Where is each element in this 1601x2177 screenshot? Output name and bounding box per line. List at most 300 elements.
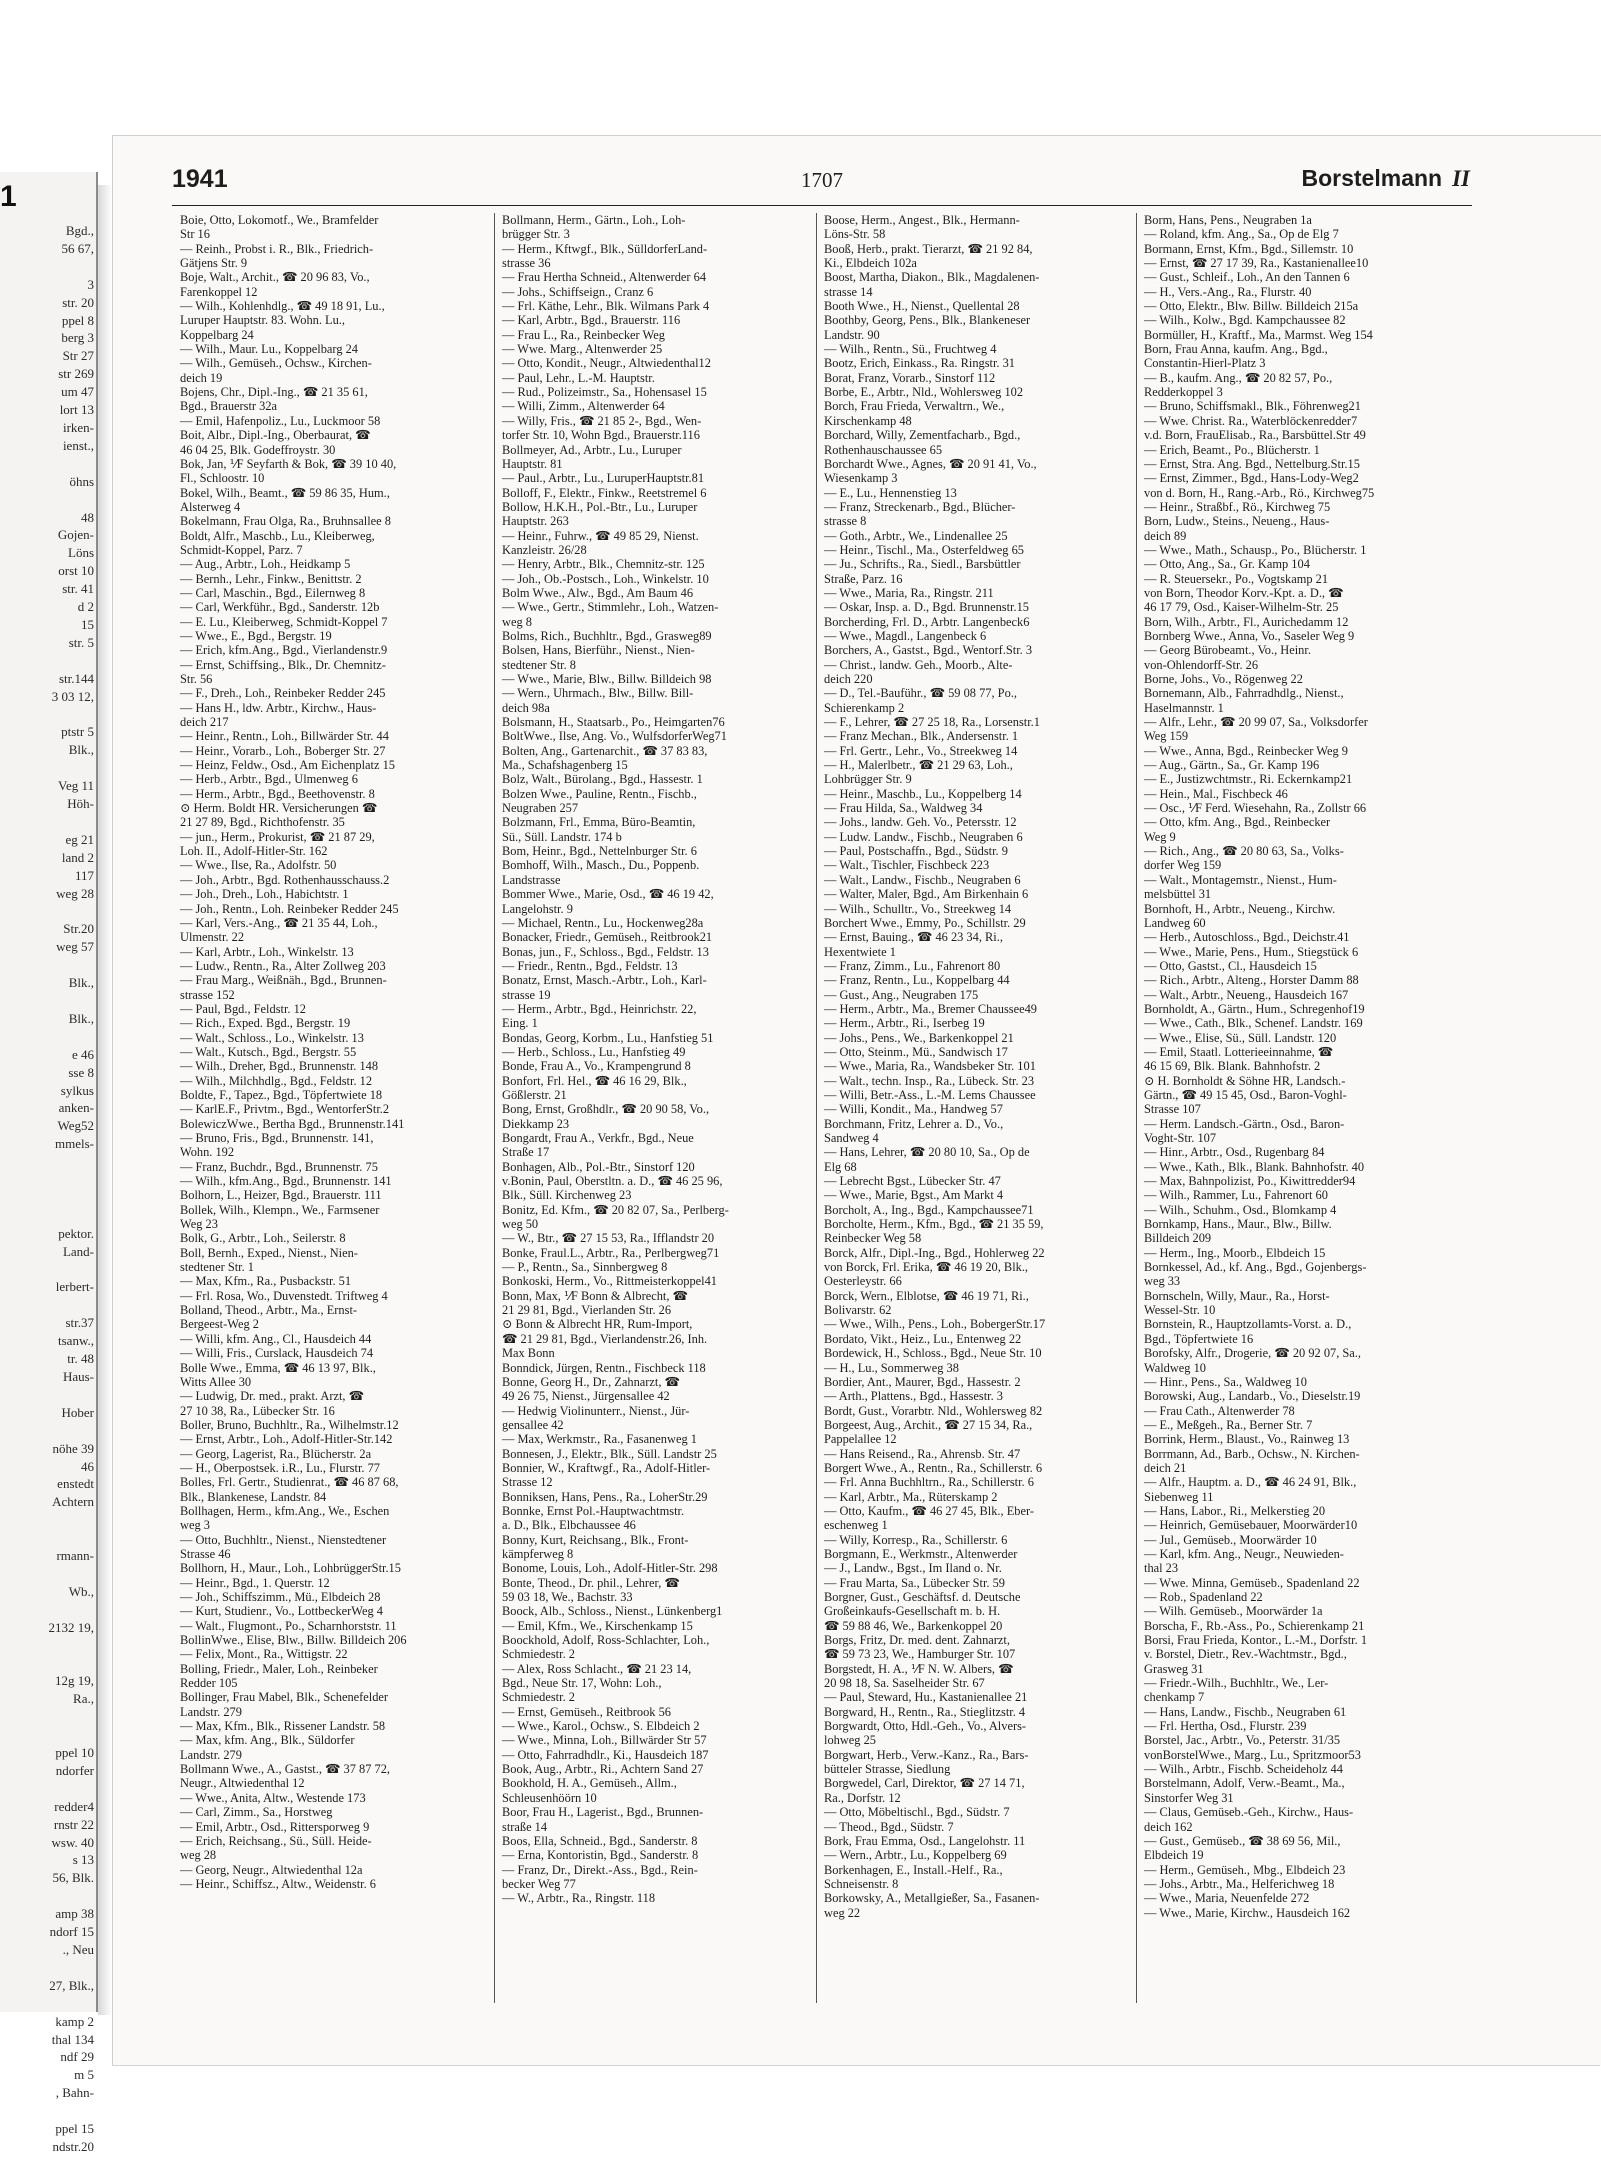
directory-entry-line: — Ernst, Arbtr., Loh., Adolf-Hitler-Str.142	[180, 1432, 393, 1447]
directory-entry-line: — H., Oberpostsek. i.R., Lu., Flurstr. 77	[180, 1460, 380, 1475]
directory-entry-line: Bolloff, F., Elektr., Finkw., Reetstremel 6	[502, 485, 707, 500]
directory-entry-line: — E., Justizwchtmstr., Ri. Eckernkamp21	[1144, 772, 1353, 787]
directory-entry-line: Kirschenkamp 48	[824, 413, 912, 428]
directory-entry-line: — Ernst, Schiffsing., Blk., Dr. Chemnitz-	[180, 657, 386, 672]
directory-entry-line: — Heinr., Fuhrw., ☎ 49 85 29, Nienst.	[502, 528, 699, 543]
previous-page-line: Weg52	[57, 1118, 94, 1134]
directory-entry-line: Weg 23	[180, 1217, 218, 1232]
directory-entry-line: Borsi, Frau Frieda, Kontor., L.-M., Dorfstr. 1	[1144, 1633, 1368, 1648]
directory-entry-line: — H., Malerlbetr., ☎ 21 29 63, Loh.,	[824, 758, 1013, 773]
directory-entry-line: — Felix, Mont., Ra., Wittigstr. 22	[180, 1647, 348, 1662]
directory-entry-line: — Joh., Ob.-Postsch., Loh., Winkelstr. 10	[502, 571, 709, 586]
directory-entry-line: — Wilh., Kohlenhdlg., ☎ 49 18 91, Lu.,	[180, 299, 385, 314]
previous-page-line: Blk.,	[68, 742, 94, 758]
previous-page-line: str 269	[58, 366, 94, 382]
directory-entry-line: — Wern., Arbtr., Lu., Koppelberg 69	[824, 1848, 1007, 1863]
directory-entry-line: — Alex, Ross Schlacht., ☎ 21 23 14,	[502, 1661, 692, 1676]
directory-entry-line: Bollmann Wwe., A., Gastst., ☎ 37 87 72,	[180, 1762, 391, 1777]
directory-entry-line: Bokelmann, Frau Olga, Ra., Bruhnsallee 8	[180, 514, 391, 529]
directory-entry-line: — Herm., Arbtr., Bgd., Beethovenstr. 8	[180, 786, 375, 801]
previous-page-line: 27, Blk.,	[49, 1977, 94, 1993]
directory-entry-line: — Hans, Landw., Fischb., Neugraben 61	[1144, 1704, 1347, 1719]
directory-entry-line: Blk., Süll. Kirchenweg 23	[502, 1188, 632, 1203]
directory-entry-line: — Walt., Schloss., Lo., Winkelstr. 13	[180, 1030, 364, 1045]
directory-entry-line: deich 98a	[502, 700, 550, 715]
directory-entry-line: — W., Btr., ☎ 27 15 53, Ra., Ifflandstr 20	[502, 1231, 715, 1246]
directory-entry-line: — Franz, Rentn., Lu., Koppelbarg 44	[824, 973, 1010, 988]
directory-entry-line: Landstrasse	[502, 872, 561, 887]
previous-page-line: Bgd.,	[65, 223, 94, 238]
directory-entry-line: — Walt., Montagemstr., Nienst., Hum-	[1144, 872, 1337, 887]
directory-page	[172, 165, 1472, 2015]
directory-entry-line: — Frau Hertha Schneid., Altenwerder 64	[502, 270, 707, 285]
directory-entry-line: Bookhold, H. A., Gemüseh., Allm.,	[502, 1776, 677, 1791]
directory-entry-line: Gößlerstr. 21	[502, 1087, 567, 1102]
directory-entry-line: — Wwe., Magdl., Langenbeck 6	[824, 628, 987, 643]
previous-page-line: Höh-	[67, 796, 94, 811]
previous-page-line	[0, 1655, 94, 1673]
directory-entry-line: Borrink, Herm., Blaust., Vo., Rainweg 13	[1144, 1432, 1350, 1447]
directory-entry-line: Löns-Str. 58	[824, 227, 886, 242]
directory-entry-line: Borchard, Willy, Zementfacharb., Bgd.,	[824, 428, 1021, 443]
directory-entry-line: — Goth., Arbtr., We., Lindenallee 25	[824, 528, 1008, 543]
directory-entry-line: — Aug., Arbtr., Loh., Heidkamp 5	[180, 557, 351, 572]
directory-entry-line: — KarlE.F., Privtm., Bgd., WentorferStr.2	[180, 1102, 390, 1117]
directory-entry-line: Grasweg 31	[1144, 1661, 1204, 1676]
directory-entry-line: — Frau Marta, Sa., Lübecker Str. 59	[824, 1575, 1006, 1590]
previous-page-line: ndf 29	[60, 2049, 94, 2065]
directory-entry-line: Boockhold, Adolf, Ross-Schlachter, Loh.,	[502, 1633, 710, 1648]
directory-entry-line: Bolland, Theod., Arbtr., Ma., Ernst-	[180, 1303, 358, 1318]
directory-entry-line: Borstelmann, Adolf, Verw.-Beamt., Ma.,	[1144, 1776, 1345, 1791]
previous-page-line	[0, 1189, 94, 1207]
previous-page-line	[0, 1028, 94, 1046]
directory-entry-line: straße 14	[502, 1819, 548, 1834]
directory-entry-line: Born, Frau Anna, kaufm. Ang., Bgd.,	[1144, 342, 1328, 357]
directory-entry-line: — Joh., Arbtr., Bgd. Rothenhausschauss.2	[180, 872, 390, 887]
previous-page-line	[0, 813, 94, 831]
directory-entry-line: Bonnier, W., Kraftwgf., Ra., Adolf-Hitler-	[502, 1460, 711, 1475]
directory-entry-line: — Wwe., Maria, Ra., Wandsbeker Str. 101	[824, 1059, 1036, 1074]
previous-page-line	[0, 455, 94, 473]
directory-column-1	[180, 213, 488, 2013]
directory-entry-line: Ulmenstr. 22	[180, 930, 245, 945]
directory-entry-line: Kanzleistr. 26/28	[502, 542, 587, 557]
directory-entry-line: Boost, Martha, Diakon., Blk., Magdalenen-	[824, 270, 1040, 285]
directory-entry-line: — Wilh., Schuhm., Osd., Blomkamp 4	[1144, 1202, 1337, 1217]
directory-entry-line: Borkowsky, A., Metallgießer, Sa., Fasanen-	[824, 1891, 1040, 1906]
directory-entry-line: — Franz, Buchdr., Bgd., Brunnenstr. 75	[180, 1159, 378, 1174]
directory-entry-line: Borowski, Aug., Landarb., Vo., Dieselstr.19	[1144, 1389, 1361, 1404]
directory-entry-line: Bolzen Wwe., Pauline, Rentn., Fischb.,	[502, 786, 697, 801]
directory-entry-line: — Wwe., Ilse, Ra., Adolfstr. 50	[180, 858, 337, 873]
previous-page-line: str. 41	[62, 581, 94, 597]
directory-entry-line: — Max, kfm. Ang., Blk., Süldorfer	[180, 1733, 355, 1748]
directory-entry-line: chenkamp 7	[1144, 1690, 1205, 1705]
previous-page-line: 3 03 12,	[51, 688, 94, 704]
directory-entry-line: Boldt, Alfr., Maschb., Lu., Kleiberweg,	[180, 528, 375, 543]
previous-page-line	[0, 1708, 94, 1726]
previous-page-line: Str 27	[62, 348, 94, 364]
previous-page-line: enstedt	[57, 1476, 94, 1492]
directory-entry-line: Borcherding, Frl. D., Arbtr. Langenbeck6	[824, 614, 1030, 629]
directory-entry-line: — E. Lu., Kleiberweg, Schmidt-Koppel 7	[180, 614, 388, 629]
directory-entry-line: Born, Wilh., Arbtr., Fl., Aurichedamm 12	[1144, 614, 1349, 629]
directory-entry-line: — Joh., Rentn., Loh. Reinbeker Redder 245	[180, 901, 399, 916]
directory-entry-line: Elbdeich 19	[1144, 1848, 1204, 1863]
directory-entry-line: gensallee 42	[502, 1417, 564, 1432]
directory-entry-line: dorfer Weg 159	[1144, 858, 1222, 873]
directory-entry-line: Landstr. 279	[180, 1704, 242, 1719]
previous-page-line	[0, 956, 94, 974]
directory-entry-line: — Wwe., Anita, Altw., Westende 173	[180, 1790, 366, 1805]
directory-entry-line: Bollmeyer, Ad., Arbtr., Lu., Luruper	[502, 442, 682, 457]
directory-entry-line: — Christ., landw. Geh., Moorb., Alte-	[824, 657, 1013, 672]
directory-entry-line: — Lebrecht Bgst., Lübecker Str. 47	[824, 1174, 1001, 1189]
directory-entry-line: 20 98 18, Sa. Saselheider Str. 67	[824, 1676, 985, 1691]
directory-entry-line: — Herm., Kftwgf., Blk., SülldorferLand-	[502, 241, 708, 256]
directory-entry-line: Bonome, Louis, Loh., Adolf-Hitler-Str. 298	[502, 1561, 718, 1576]
directory-entry-line: — Wwe., Marie, Bgst., Am Markt 4	[824, 1188, 1004, 1203]
directory-entry-line: deich 217	[180, 715, 229, 730]
directory-entry-line: — Wilh., kfm.Ang., Bgd., Brunnenstr. 141	[180, 1174, 392, 1189]
directory-entry-line: — Paul, Postschaffn., Bgd., Südstr. 9	[824, 844, 1008, 859]
directory-entry-line: Gärtn., ☎ 49 15 45, Osd., Baron-Voghl-	[1144, 1087, 1347, 1102]
directory-entry-line: Borck, Wern., Elblotse, ☎ 46 19 71, Ri.,	[824, 1288, 1029, 1303]
directory-entry-line: — F., Dreh., Loh., Reinbeker Redder 245	[180, 686, 386, 701]
previous-page-text-fragments	[0, 222, 94, 2156]
directory-entry-line: Boie, Otto, Lokomotf., We., Bramfelder	[180, 213, 379, 227]
directory-entry-line: — Herm., Gemüseh., Mbg., Elbdeich 23	[1144, 1862, 1346, 1877]
directory-entry-line: Luruper Hauptstr. 83. Wohn. Lu.,	[180, 313, 345, 328]
directory-entry-line: Bonne, Georg H., Dr., Zahnarzt, ☎	[502, 1374, 680, 1389]
directory-entry-line: Borchardt Wwe., Agnes, ☎ 20 91 41, Vo.,	[824, 456, 1037, 471]
directory-entry-line: — Erich, Beamt., Po., Blücherstr. 1	[1144, 442, 1320, 457]
directory-entry-line: Sinstorfer Weg 31	[1144, 1790, 1234, 1805]
directory-entry-line: Bommer Wwe., Marie, Osd., ☎ 46 19 42,	[502, 887, 714, 902]
previous-page-line	[0, 1887, 94, 1905]
directory-entry-line: von Born, Theodor Korv.-Kpt. a. D., ☎	[1144, 585, 1344, 600]
directory-entry-line: Booth Wwe., H., Nienst., Quellental 28	[824, 299, 1020, 314]
directory-entry-line: — Frl. Käthe, Lehr., Blk. Wilmans Park 4	[502, 299, 710, 314]
directory-entry-line: — Ludwig, Dr. med., prakt. Arzt, ☎	[180, 1389, 365, 1404]
directory-entry-line: — F., Lehrer, ☎ 27 25 18, Ra., Lorsenstr.1	[824, 715, 1040, 730]
previous-page-line: 12g 19,	[55, 1673, 94, 1689]
previous-page-line	[0, 1995, 94, 2013]
directory-entry-line: thal 23	[1144, 1561, 1179, 1576]
directory-entry-line: Bolsen, Hans, Bierführ., Nienst., Nien-	[502, 643, 695, 658]
directory-entry-line: v.Bonin, Paul, Oberstltn. a. D., ☎ 46 25 96,	[502, 1174, 723, 1189]
directory-entry-line: Boose, Herm., Angest., Blk., Hermann-	[824, 213, 1020, 227]
directory-entry-line: — Otto, Gastst., Cl., Hausdeich 15	[1144, 958, 1317, 973]
directory-entry-line: — Herb., Schloss., Lu., Hanfstieg 49	[502, 1044, 686, 1059]
directory-entry-line: — P., Rentn., Sa., Sinnbergweg 8	[502, 1260, 668, 1275]
directory-entry-line: — Wwe., Maria, Ra., Ringstr. 211	[824, 585, 994, 600]
directory-entry-line: — W., Arbtr., Ra., Ringstr. 118	[502, 1891, 656, 1906]
directory-entry-line: — Oskar, Insp. a. D., Bgd. Brunnenstr.15	[824, 600, 1029, 615]
directory-entry-line: vonBorstelWwe., Marg., Lu., Spritzmoor53	[1144, 1747, 1361, 1762]
directory-entry-line: Borgwart, Herb., Verw.-Kanz., Ra., Bars-	[824, 1747, 1029, 1762]
directory-entry-line: Bormüller, H., Kraftf., Ma., Marmst. Weg 154	[1144, 327, 1373, 342]
previous-page-line: m 5	[74, 2067, 94, 2083]
directory-entry-line: deich 19	[180, 370, 223, 385]
directory-entry-line: Bonitz, Ed. Kfm., ☎ 20 82 07, Sa., Perlberg-	[502, 1202, 729, 1217]
directory-entry-line: Borgward, H., Rentn., Ra., Stieglitzstr. 4	[824, 1704, 1026, 1719]
directory-entry-line: Lohbrügger Str. 9	[824, 772, 912, 787]
previous-page-line: ppel 10	[55, 1745, 94, 1761]
directory-entry-line: Reinbecker Weg 58	[824, 1231, 922, 1246]
directory-entry-line: — Hedwig Violinunterr., Nienst., Jür-	[502, 1403, 690, 1418]
directory-entry-line: Hexentwiete 1	[824, 944, 896, 959]
directory-entry-line: von Borck, Frl. Erika, ☎ 46 19 20, Blk.,	[824, 1260, 1029, 1275]
directory-entry-line: — Emil, Arbtr., Osd., Rittersporweg 9	[180, 1819, 370, 1834]
previous-page-line	[0, 258, 94, 276]
directory-entry-line: — Paul., Arbtr., Lu., LuruperHauptstr.81	[502, 471, 705, 486]
previous-page-line: öhns	[69, 473, 94, 489]
previous-page-line: Blk.,	[68, 975, 94, 991]
previous-page-line	[0, 1153, 94, 1171]
directory-entry-line: Borbe, E., Arbtr., Nld., Wohlersweg 102	[824, 385, 1024, 400]
directory-entry-line: — Walt., Kutsch., Bgd., Bergstr. 55	[180, 1044, 357, 1059]
previous-page-line	[0, 1601, 94, 1619]
directory-entry-line: 46 17 79, Osd., Kaiser-Wilhelm-Str. 25	[1144, 600, 1339, 615]
directory-entry-line: — Aug., Gärtn., Sa., Gr. Kamp 196	[1144, 758, 1320, 773]
directory-entry-line: Diekkamp 23	[502, 1116, 570, 1131]
directory-entry-line: — Franz Mechan., Blk., Andersenstr. 1	[824, 729, 1019, 744]
directory-entry-line: — Heinr., Schiffsz., Altw., Weidenstr. 6	[180, 1876, 376, 1891]
directory-entry-line: Loh. II., Adolf-Hitler-Str. 162	[180, 844, 328, 859]
directory-entry-line: — Bernh., Lehr., Finkw., Benittstr. 2	[180, 571, 362, 586]
previous-page-line	[0, 491, 94, 509]
directory-entry-line: — Otto, Kondit., Neugr., Altwiedenthal12	[502, 356, 711, 371]
directory-entry-line: Bonn, Max, ⅟F Bonn & Albrecht, ☎	[502, 1288, 688, 1303]
directory-entry-line: — Wwe., E., Bgd., Bergstr. 19	[180, 628, 332, 643]
directory-entry-line: — Kurt, Studienr., Vo., LottbeckerWeg 4	[180, 1604, 383, 1619]
directory-entry-line: — Walt., Landw., Fischb., Neugraben 6	[824, 872, 1021, 887]
directory-entry-line: Bollow, H.K.H., Pol.-Btr., Lu., Luruper	[502, 499, 698, 514]
directory-entry-line: Bolms, Rich., Buchhltr., Bgd., Grasweg89	[502, 628, 712, 643]
directory-entry-line: Boos, Ella, Schneid., Bgd., Sanderstr. 8	[502, 1833, 698, 1848]
previous-page-line: ndstr.20	[52, 2138, 94, 2154]
directory-entry-line: — Karl, Arbtr., Loh., Winkelstr. 13	[180, 944, 354, 959]
previous-page-line: str.37	[65, 1315, 94, 1331]
directory-entry-line: — Karl, Arbtr., Ma., Rüterskamp 2	[824, 1489, 998, 1504]
directory-entry-line: — Erich, Reichsang., Sü., Süll. Heide-	[180, 1833, 372, 1848]
directory-entry-line: Bgd., Brauerstr 32a	[180, 399, 278, 414]
directory-entry-line: — Bruno, Schiffsmakl., Blk., Föhrenweg21	[1144, 399, 1361, 414]
directory-entry-line: v. Borstel, Dietr., Rev.-Wachtmstr., Bgd.,	[1144, 1647, 1347, 1662]
directory-entry-line: — Wilh., Kolw., Bgd. Kampchaussee 82	[1144, 313, 1346, 328]
directory-entry-line: weg 28	[180, 1848, 217, 1863]
directory-entry-line: Redderkoppel 3	[1144, 385, 1223, 400]
directory-entry-line: — Walt., Tischler, Fischbeck 223	[824, 858, 990, 873]
directory-entry-line: Bollinger, Frau Mabel, Blk., Schenefelder	[180, 1690, 389, 1705]
previous-page-line: amp 38	[55, 1906, 94, 1922]
directory-entry-line: — Wilh., Dreher, Bgd., Brunnenstr. 148	[180, 1059, 379, 1074]
directory-entry-line: — Frl. Anna Buchhltrn., Ra., Schillerstr. 6	[824, 1475, 1034, 1490]
directory-entry-line: — Emil, Kfm., We., Kirschenkamp 15	[502, 1618, 693, 1633]
directory-entry-line: Großeinkaufs-Gesellschaft m. b. H.	[824, 1604, 1001, 1619]
directory-entry-line: Bong, Ernst, Großhdlr., ☎ 20 90 58, Vo.,	[502, 1102, 710, 1117]
directory-entry-line: — Friedr., Rentn., Bgd., Feldstr. 13	[502, 958, 678, 973]
directory-entry-line: ⊙ Herm. Boldt HR. Versicherungen ☎	[180, 801, 378, 816]
directory-entry-line: Boje, Walt., Archit., ☎ 20 96 83, Vo.,	[180, 270, 370, 285]
directory-entry-line: Ki., Elbdeich 102a	[824, 256, 917, 271]
directory-entry-line: Bolz, Walt., Bürolang., Bgd., Hassestr. 1	[502, 772, 703, 787]
directory-entry-line: bütteler Strasse, Siedlung	[824, 1762, 951, 1777]
directory-entry-line: Str. 56	[180, 672, 213, 686]
directory-entry-line: Born, Ludw., Steins., Neueng., Haus-	[1144, 514, 1330, 529]
directory-entry-line: — Frau Cath., Altenwerder 78	[1144, 1403, 1295, 1418]
directory-entry-line: Neugraben 257	[502, 801, 579, 816]
previous-page-line	[0, 759, 94, 777]
directory-entry-line: Elg 68	[824, 1159, 857, 1174]
directory-entry-line: — Gust., Schleif., Loh., An den Tannen 6	[1144, 270, 1350, 285]
directory-entry-line: Hauptstr. 263	[502, 514, 569, 529]
directory-entry-line: — Herm., Arbtr., Bgd., Heinrichstr. 22,	[502, 1001, 697, 1016]
directory-entry-line: — Frl. Hertha, Osd., Flurstr. 239	[1144, 1719, 1307, 1734]
directory-entry-line: 59 03 18, We., Bachstr. 33	[502, 1590, 633, 1604]
directory-entry-line: — Frau Marg., Weißnäh., Bgd., Brunnen-	[180, 973, 387, 988]
previous-page-line: berg 3	[61, 330, 94, 346]
directory-entry-line: Bonke, Fraul.L., Arbtr., Ra., Perlbergweg71	[502, 1245, 720, 1260]
directory-entry-line: Bojens, Chr., Dipl.-Ing., ☎ 21 35 61,	[180, 385, 368, 400]
previous-page-line: orst 10	[58, 563, 94, 579]
previous-page-line: Veg 11	[58, 778, 94, 794]
directory-entry-line: — Wwe. Marg., Altenwerder 25	[502, 342, 663, 357]
directory-entry-line: von d. Born, H., Rang.-Arb., Rö., Kirchweg75	[1144, 485, 1375, 500]
directory-entry-line: Borne, Johs., Vo., Rögenweg 22	[1144, 672, 1303, 686]
directory-entry-line: — Willi, Kondit., Ma., Handweg 57	[824, 1102, 1003, 1117]
directory-entry-line: — E., Meßgeh., Ra., Berner Str. 7	[1144, 1417, 1313, 1432]
directory-entry-line: Wessel-Str. 10	[1144, 1303, 1216, 1318]
previous-page-line: Löns	[68, 545, 94, 561]
previous-page-line: , Bahn-	[55, 2085, 94, 2101]
directory-entry-line: Sandweg 4	[824, 1131, 879, 1145]
directory-entry-line: Borcholte, Herm., Kfm., Bgd., ☎ 21 35 59,	[824, 1217, 1044, 1232]
directory-entry-line: — Herm., Ing., Moorb., Elbdeich 15	[1144, 1245, 1326, 1260]
directory-column-2	[502, 213, 810, 2013]
directory-entry-line: Bolten, Ang., Gartenarchit., ☎ 37 83 83,	[502, 743, 708, 758]
directory-entry-line: — Arth., Plattens., Bgd., Hassestr. 3	[824, 1389, 1003, 1404]
directory-entry-line: Bornkessel, Ad., kf. Ang., Bgd., Gojenbergs-	[1144, 1260, 1367, 1275]
previous-page-line	[0, 1422, 94, 1440]
previous-page-line	[0, 1959, 94, 1977]
directory-entry-line: Landstr. 279	[180, 1747, 242, 1762]
directory-entry-line: Bomhoff, Wilh., Masch., Du., Poppenb.	[502, 858, 700, 873]
directory-entry-line: Bonte, Theod., Dr. phil., Lehrer, ☎	[502, 1575, 680, 1590]
directory-entry-line: BolewiczWwe., Bertha Bgd., Brunnenstr.141	[180, 1116, 405, 1131]
directory-entry-line: — Rud., Polizeimstr., Sa., Hohensasel 15	[502, 385, 707, 400]
directory-entry-line: — Joh., Schiffszimm., Mü., Elbdeich 28	[180, 1590, 381, 1604]
directory-entry-line: Bonacker, Friedr., Gemüseh., Reitbrook21	[502, 930, 713, 945]
directory-entry-line: Borstel, Jac., Arbtr., Vo., Peterstr. 31/35	[1144, 1733, 1341, 1748]
directory-entry-line: — Wwe. Christ. Ra., Waterblöckenredder7	[1144, 413, 1358, 428]
previous-page-line	[0, 902, 94, 920]
directory-entry-line: — Wern., Uhrmach., Blw., Billw. Bill-	[502, 686, 694, 701]
directory-entry-line: Constantin-Hierl-Platz 3	[1144, 356, 1266, 371]
directory-entry-line: weg 3	[180, 1518, 210, 1533]
directory-entry-line: — Hein., Mal., Fischbeck 46	[1144, 786, 1288, 801]
directory-entry-line: Bordewick, H., Schloss., Bgd., Neue Str. 10	[824, 1346, 1042, 1361]
previous-page-line: land 2	[61, 849, 94, 865]
book-gutter	[98, 185, 112, 2015]
directory-entry-line: — Otto, Möbeltischl., Bgd., Südstr. 7	[824, 1805, 1010, 1820]
directory-entry-line: Bordier, Ant., Maurer, Bgd., Hassestr. 2	[824, 1374, 1021, 1389]
directory-entry-line: — Wilh., Rammer, Lu., Fahrenort 60	[1144, 1188, 1328, 1203]
directory-entry-line: — Max, Kfm., Blk., Rissener Landstr. 58	[180, 1719, 386, 1734]
directory-entry-line: Blk., Blankenese, Landstr. 84	[180, 1489, 327, 1504]
directory-entry-line: Borgs, Fritz, Dr. med. dent. Zahnarzt,	[824, 1633, 1010, 1648]
previous-page-line: wsw. 40	[51, 1834, 94, 1850]
directory-entry-line: Bornberg Wwe., Anna, Vo., Saseler Weg 9	[1144, 628, 1355, 643]
directory-entry-line: Neugr., Altwiedenthal 12	[180, 1776, 305, 1791]
directory-entry-line: — Henry, Arbtr., Blk., Chemnitz-str. 125	[502, 557, 705, 572]
previous-page-line: str. 20	[62, 294, 94, 310]
directory-entry-line: Borofsky, Alfr., Drogerie, ☎ 20 92 07, Sa.,	[1144, 1346, 1361, 1361]
previous-page-line	[0, 1296, 94, 1314]
directory-entry-line: Borck, Alfr., Dipl.-Ing., Bgd., Hohlerweg 22	[824, 1245, 1045, 1260]
directory-entry-line: Bonniksen, Hans, Pens., Ra., LoherStr.29	[502, 1489, 708, 1504]
directory-entry-line: ☎ 21 29 81, Bgd., Vierlandenstr.26, Inh.	[502, 1331, 708, 1346]
directory-entry-line: Bonas, jun., F., Schloss., Bgd., Feldstr. 13	[502, 944, 709, 959]
directory-entry-line: Bollmann, Herm., Gärtn., Loh., Loh-	[502, 213, 686, 227]
directory-entry-line: — Wwe., Anna, Bgd., Reinbecker Weg 9	[1144, 743, 1348, 758]
directory-entry-line: Schmidt-Koppel, Parz. 7	[180, 542, 303, 557]
directory-entry-line: deich 89	[1144, 528, 1187, 543]
previous-page-line: sse 8	[68, 1064, 94, 1080]
previous-page-line: anken-	[58, 1100, 94, 1116]
directory-entry-line: deich 21	[1144, 1460, 1187, 1475]
page-number: 1707	[801, 168, 843, 192]
directory-entry-line: Schmiedestr. 2	[502, 1690, 575, 1705]
directory-entry-line: weg 22	[824, 1905, 861, 1920]
directory-entry-line: Bonny, Kurt, Reichsang., Blk., Front-	[502, 1532, 689, 1547]
directory-entry-line: — Friedr.-Wilh., Buchhltr., We., Ler-	[1144, 1676, 1329, 1691]
directory-entry-line: — Heinr., Vorarb., Loh., Boberger Str. 27	[180, 743, 386, 758]
previous-page-line	[0, 1511, 94, 1529]
directory-entry-line: — Walt., techn. Insp., Ra., Lübeck. Str. 23	[824, 1073, 1035, 1088]
directory-entry-line: Bolzmann, Frl., Emma, Büro-Beamtin,	[502, 815, 696, 830]
directory-entry-line: ☎ 59 88 46, We., Barkenkoppel 20	[824, 1618, 1003, 1633]
previous-page-line: Land-	[62, 1243, 94, 1259]
directory-entry-line: kämpferweg 8	[502, 1546, 574, 1561]
directory-entry-line: Bolivarstr. 62	[824, 1303, 892, 1318]
directory-entry-line: — Wilh., Schulltr., Vo., Streekweg 14	[824, 901, 1012, 916]
directory-entry-line: Borscha, F., Rb.-Ass., Po., Schierenkamp 21	[1144, 1618, 1365, 1633]
directory-entry-line: deich 220	[824, 672, 873, 686]
directory-entry-line: — Wilh., Rentn., Sü., Fruchtweg 4	[824, 342, 997, 357]
directory-entry-line: — Willy, Fris., ☎ 21 85 2-, Bgd., Wen-	[502, 413, 702, 428]
directory-entry-line: Wiesenkamp 3	[824, 471, 898, 486]
directory-entry-line: Boothby, Georg, Pens., Blk., Blankeneser	[824, 313, 1031, 328]
directory-entry-line: Borch, Frau Frieda, Verwaltrn., We.,	[824, 399, 1005, 414]
directory-entry-line: Bongardt, Frau A., Verkfr., Bgd., Neue	[502, 1131, 694, 1145]
previous-page-line: ., Neu	[62, 1942, 94, 1957]
directory-entry-line: — Otto, Fahrradhdlr., Ki., Hausdeich 187	[502, 1747, 709, 1762]
directory-entry-line: — Heinr., Rentn., Loh., Billwärder Str. 44	[180, 729, 389, 744]
directory-entry-line: — Heinr., Straßbf., Rö., Kirchweg 75	[1144, 499, 1331, 514]
directory-entry-line: strasse 14	[824, 284, 873, 299]
directory-entry-line: Bonndick, Jürgen, Rentn., Fischbeck 118	[502, 1360, 706, 1375]
previous-page-line	[0, 1529, 94, 1547]
directory-entry-line: Bolm Wwe., Alw., Bgd., Am Baum 46	[502, 585, 694, 600]
directory-entry-line: — Max, Kfm., Ra., Pusbackstr. 51	[180, 1274, 352, 1289]
directory-entry-line: strasse 8	[824, 514, 867, 529]
directory-entry-line: Boock, Alb., Schloss., Nienst., Lünkenberg1	[502, 1604, 723, 1619]
directory-entry-line: — Heinr., Maschb., Lu., Koppelberg 14	[824, 786, 1022, 801]
directory-entry-line: Haselmannstr. 1	[1144, 700, 1224, 715]
